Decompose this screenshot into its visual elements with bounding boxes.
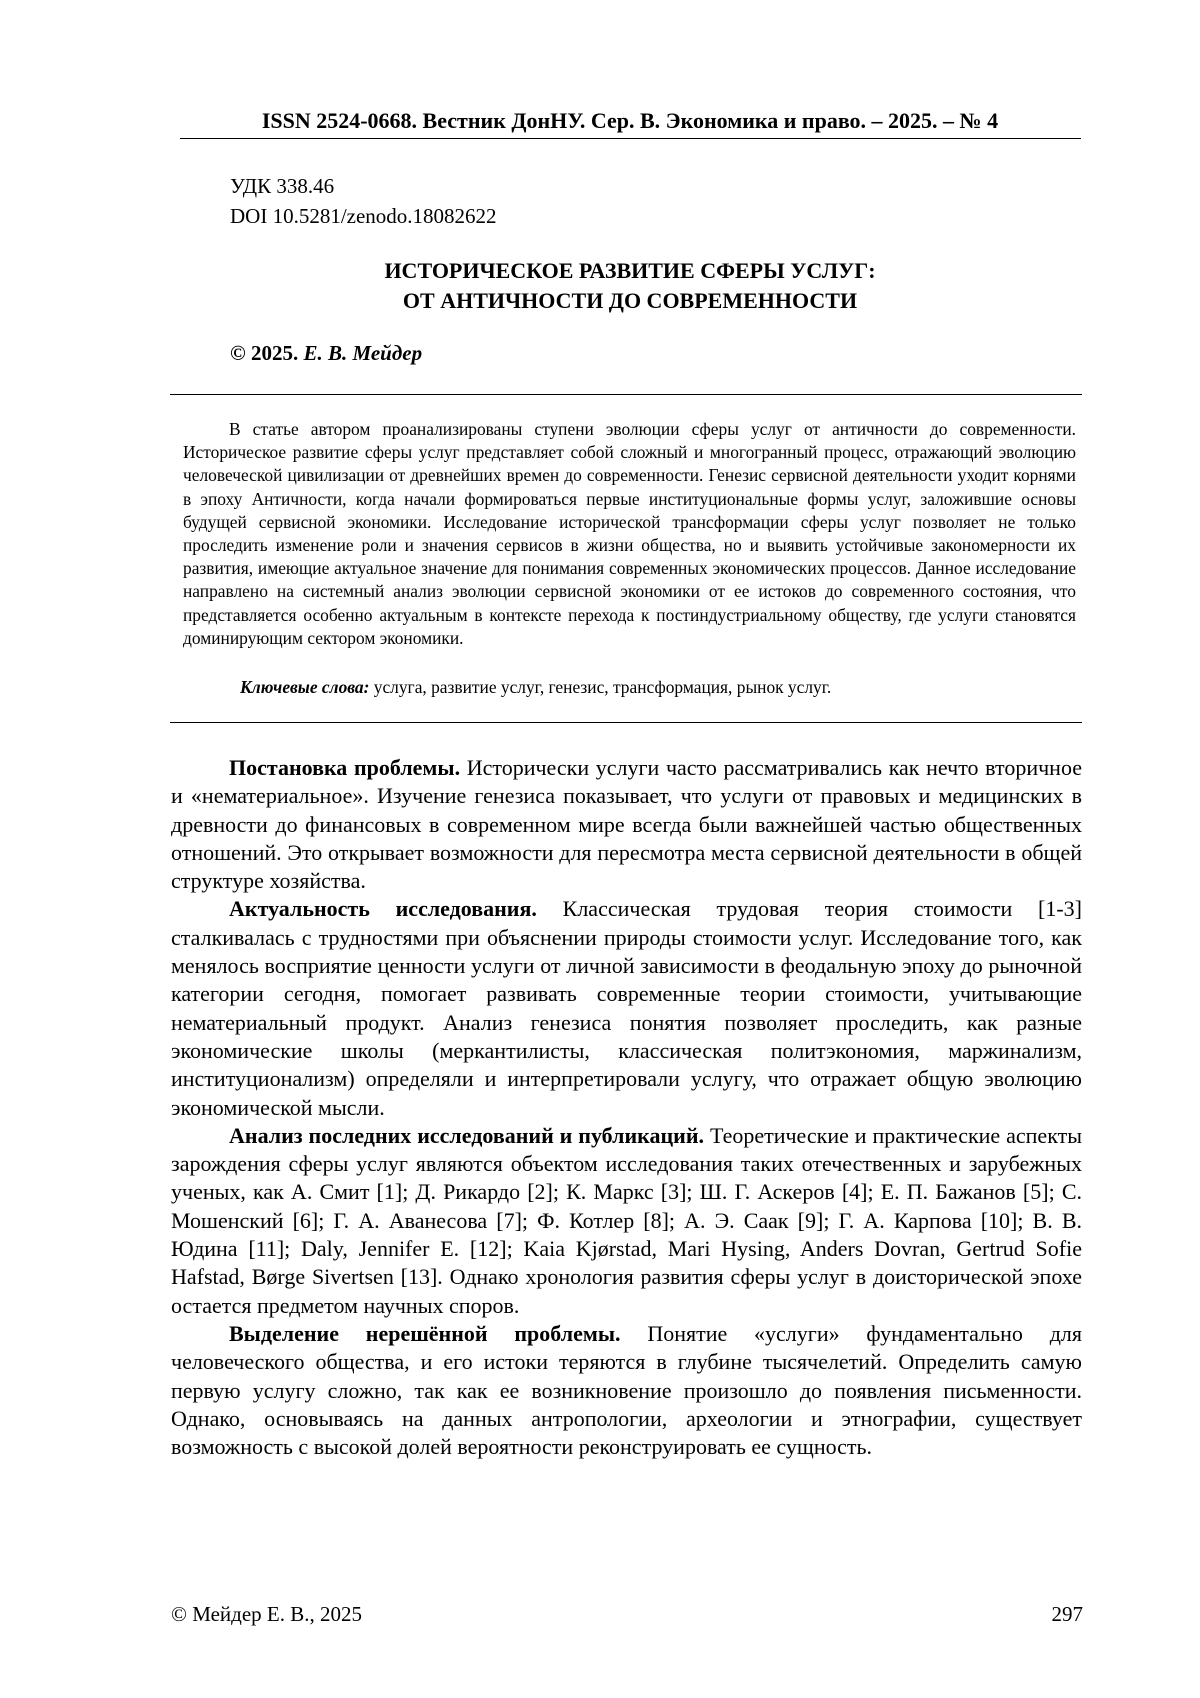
- section-heading: Актуальность исследования.: [229, 896, 537, 922]
- section-text: Понятие «услуги» фундаментально для человеческого общества, и его истоки теряются в глубине тысячелетий. Определить самую первую услугу сложно, так как ее возникновение произошло до появления письменности. Однако, основываясь на данных антропологии, археологии и этнографии, существует возможность с высокой долей вероятности реконструировать ее сущность.: [171, 1320, 1083, 1460]
- keywords-list: услуга, развитие услуг, генезис, трансформация, рынок услуг.: [369, 677, 832, 697]
- article-title-line-1: ИСТОРИЧЕСКОЕ РАЗВИТИЕ СФЕРЫ УСЛУГ:: [384, 258, 876, 283]
- abstract-bottom-rule: [170, 722, 1082, 723]
- section-text: Исторически услуги часто рассматривались как нечто вторичное и «нематериальное». Изучение генезиса показывает, что услуги от правовых и медицинских в древности до финансовых в современном мире всегда были важнейшей частью общественных отношений. Это открывает возможности для пересмотра места сервисной деятельности в общей структуре хозяйства.: [171, 755, 1082, 894]
- section-text: Классическая трудовая теория стоимости [1-3] сталкивалась с трудностями при объяснении природы стоимости услуг. Исследование того, как менялось восприятие ценности услуги от личной зависимости в феодальную эпоху до рыночной категории сегодня, помогает развивать современные теории стоимости, учитывающие нематериальный продукт. Анализ генезиса понятия позволяет проследить, как разные экономические школы (меркантилисты, классическая политэкономия, маржинализм, институционализм) определяли и интерпретировали услугу, что отражает общую эволюцию экономической мысли.: [171, 896, 1082, 1120]
- paragraph-problem-statement: [171, 754, 1082, 895]
- footer-copyright: © Мейдер Е. В., 2025: [171, 1602, 362, 1626]
- paragraph-relevance: [171, 895, 1082, 1121]
- paragraph-literature-review: [171, 1122, 1082, 1320]
- udk-code: УДК 338.46: [230, 174, 335, 198]
- article-title-line-2: ОТ АНТИЧНОСТИ ДО СОВРЕМЕННОСТИ: [402, 288, 858, 313]
- doi: DOI 10.5281/zenodo.18082622: [230, 204, 497, 228]
- keywords: [240, 676, 831, 699]
- section-heading: Анализ последних исследований и публикаций.: [229, 1122, 705, 1148]
- keywords-label: Ключевые слова:: [240, 677, 370, 697]
- page-number: 297: [1051, 1602, 1083, 1626]
- paragraph-unsolved-problem: [171, 1320, 1082, 1461]
- section-heading: Постановка проблемы.: [229, 755, 461, 780]
- abstract: [183, 418, 1076, 650]
- running-head-rule: [180, 138, 1081, 139]
- running-head: ISSN 2524-0668. Вестник ДонНУ. Сер. В. Экономика и право. – 2025. – № 4: [261, 108, 999, 133]
- author-line: [230, 341, 422, 366]
- section-heading: Выделение нерешённой проблемы.: [229, 1320, 621, 1346]
- abstract-top-rule: [170, 394, 1082, 395]
- abstract-text: В статье автором проанализированы ступени эволюции сферы услуг от античности до современности. Историческое развитие сферы услуг представляет собой сложный и многогранный процесс, отражающий эволюцию человеческой цивилизации от древнейших времен до современности. Генезис сервисной деятельности уходит корнями в эпоху Античности, когда начали формироваться первые институциональные формы услуг, заложившие основы будущей сервисной экономики. Исследование исторической трансформации сферы услуг позволяет не только проследить изменение роли и значения сервисов в жизни общества, но и выявить устойчивые закономерности их развития, имеющие актуальное значение для понимания современных экономических процессов. Данное исследование направлено на системный анализ эволюции сервисной экономики от ее истоков до современного состояния, что представляется особенно актуальным в контексте перехода к постиндустриальному обществу, где услуги становятся доминирующим сектором экономики.: [183, 419, 1076, 648]
- author-name: Е. В. Мейдер: [303, 341, 423, 365]
- article-body: [171, 754, 1082, 1461]
- author-copyright: © 2025.: [230, 341, 299, 365]
- section-text: Теоретические и практические аспекты зарождения сферы услуг являются объектом исследования таких отечественных и зарубежных ученых, как А. Смит [1]; Д. Рикардо [2]; К. Маркс [3]; Ш. Г. Аскеров [4]; Е. П. Бажанов [5]; С. Мошенский [6]; Г. А. Аванесова [7]; Ф. Котлер [8]; А. Э. Саак [9]; Г. А. Карпова [10]; В. В. Юдина [11]; Daly, Jennifer E. [12]; Kaia Kjørstad, Mari Hysing, Anders Dovran, Gertrud Sofie Hafstad, Børge Sivertsen [13]. Однако хронология развития сферы услуг в доисторической эпохе остается предметом научных споров.: [171, 1122, 1082, 1318]
